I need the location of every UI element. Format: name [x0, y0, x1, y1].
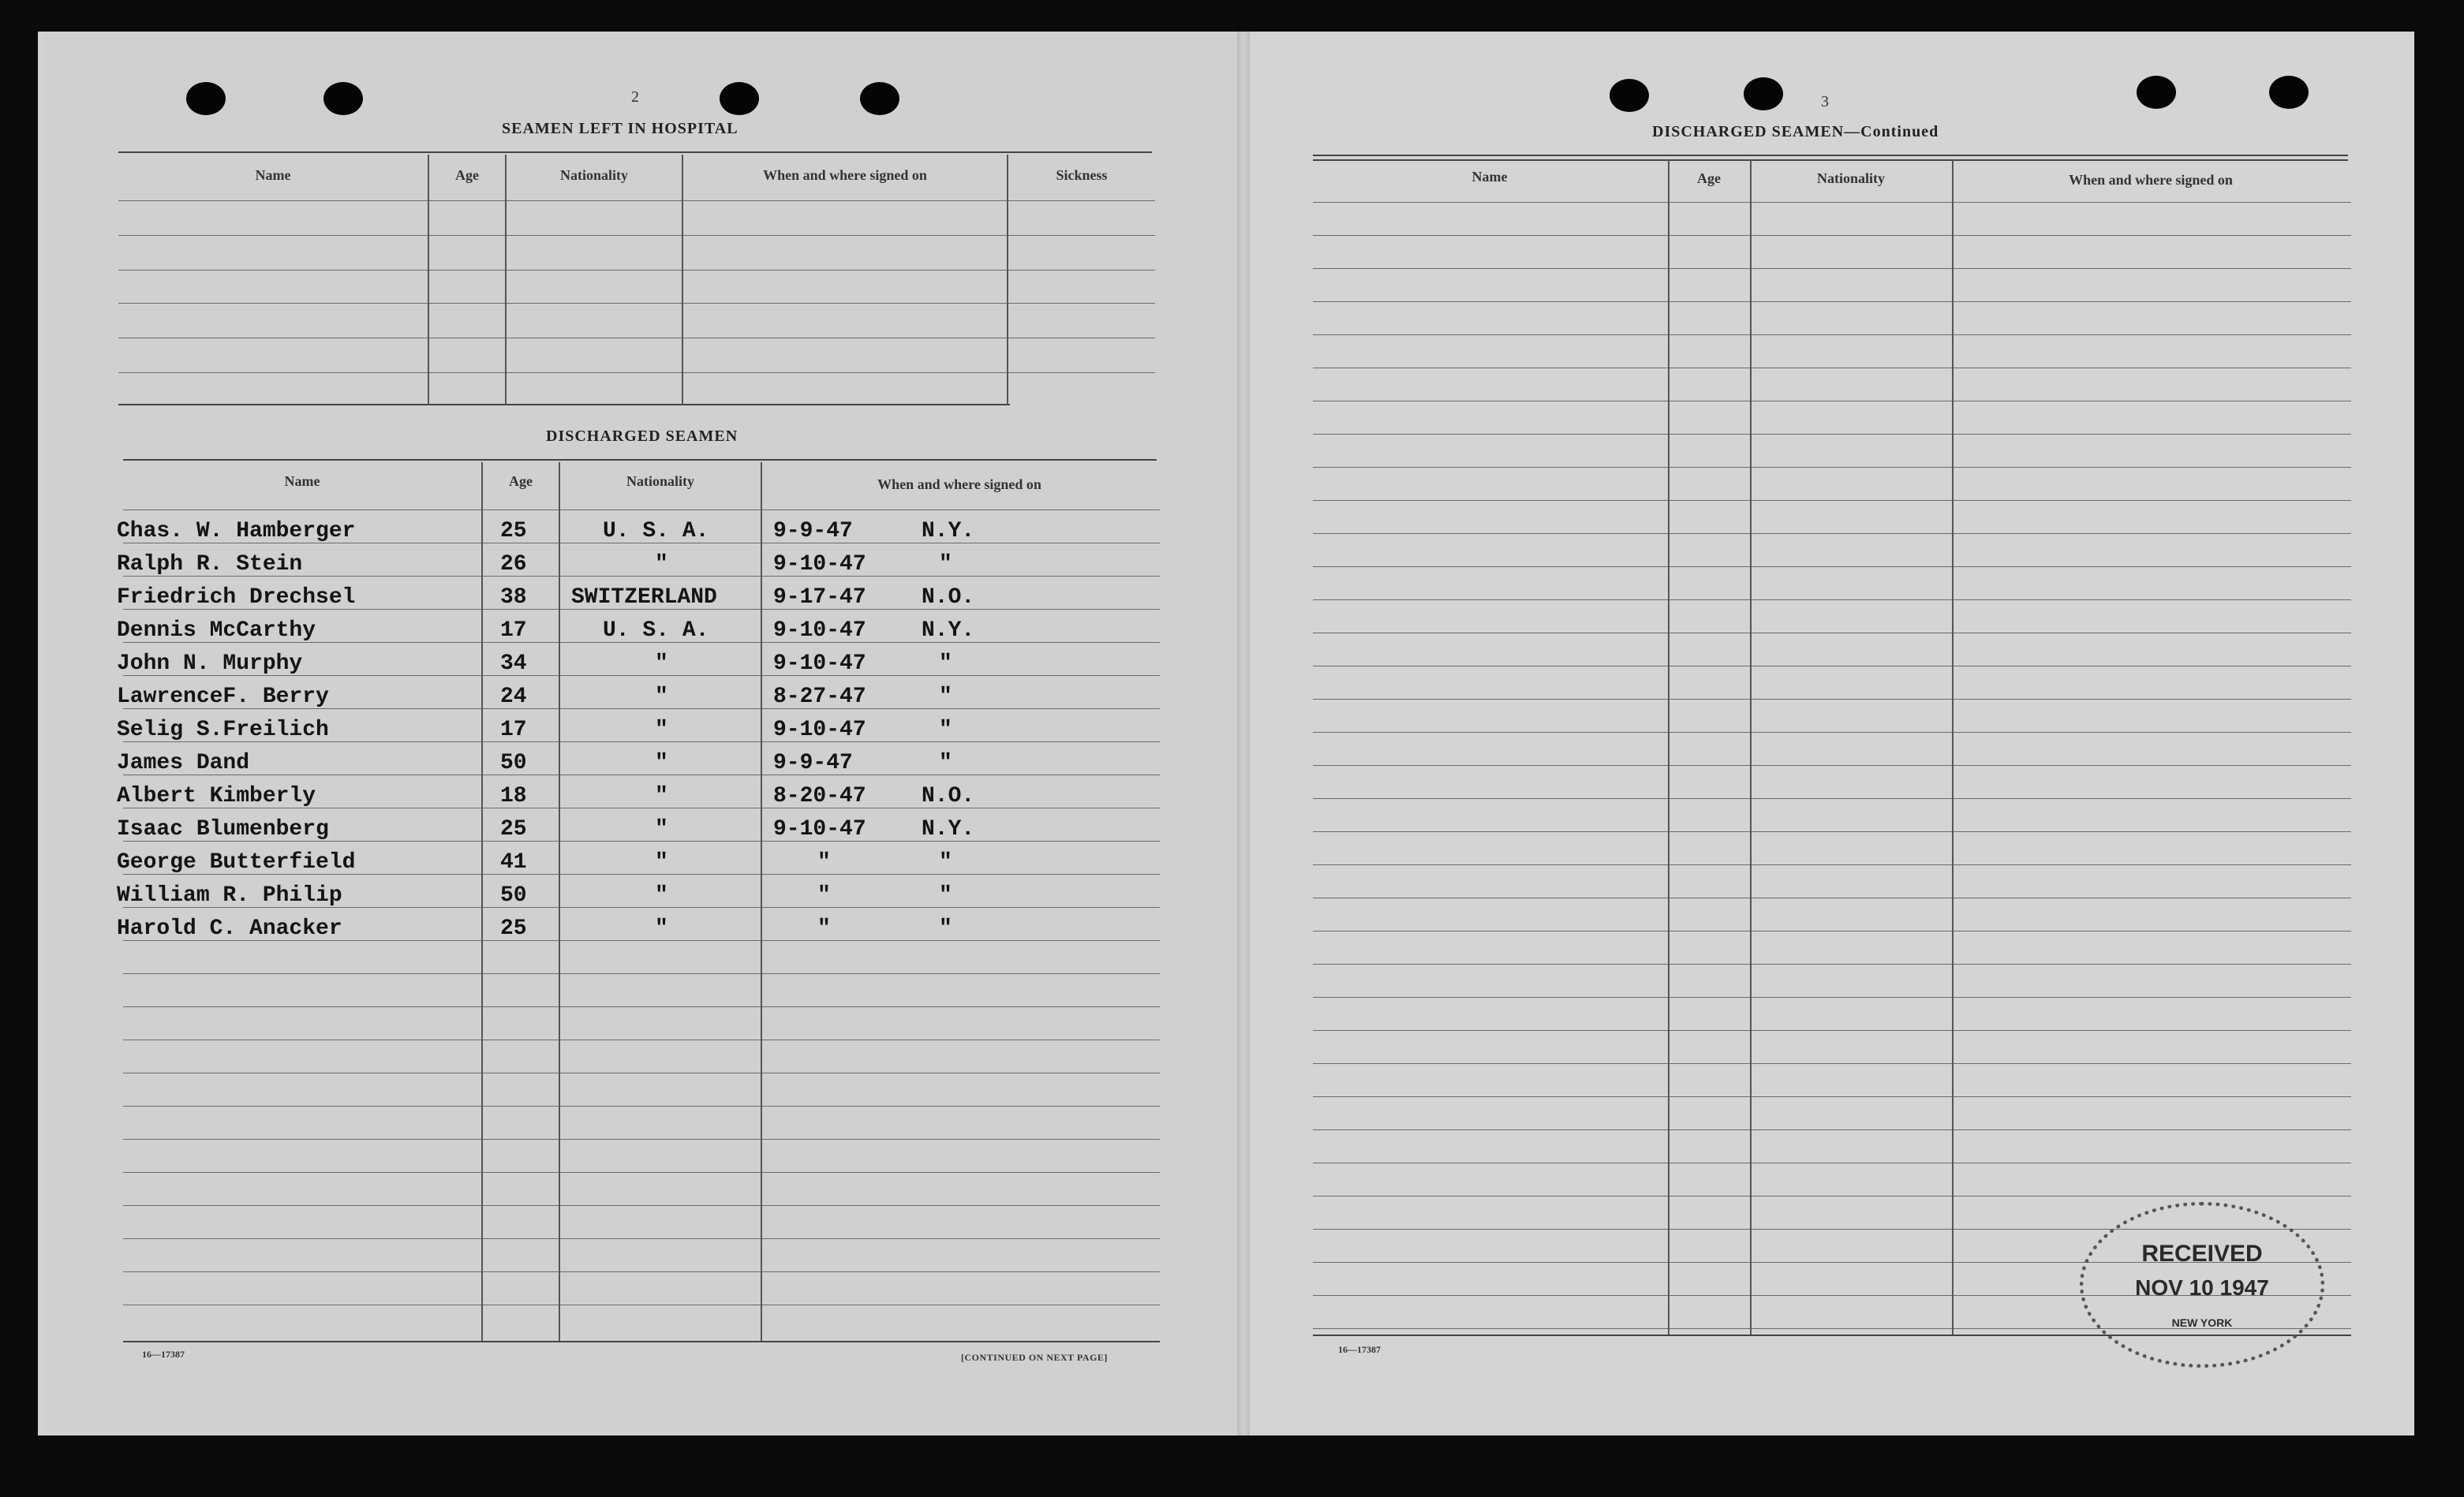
table-rule	[118, 404, 1010, 405]
punch-hole	[2137, 76, 2176, 109]
signed-on-date: "	[817, 850, 831, 875]
table-row	[0, 749, 1183, 782]
seaman-age: 26	[500, 552, 527, 577]
signed-on-date: 8-27-47	[773, 685, 866, 709]
row-rule	[1313, 1096, 2351, 1097]
seaman-name: George Butterfield	[117, 850, 356, 875]
signed-on-port: "	[939, 916, 952, 941]
discharged-col-signed-on: When and where signed on	[877, 476, 1041, 492]
signed-on-port: N.O.	[922, 585, 975, 610]
signed-on-port: "	[939, 552, 952, 577]
punch-hole	[2269, 76, 2309, 109]
signed-on-port: N.Y.	[922, 618, 975, 643]
signed-on-date: 9-10-47	[773, 618, 866, 643]
right-col-nationality: Nationality	[1816, 170, 1885, 186]
punch-hole	[186, 82, 226, 115]
table-rule	[1313, 159, 2348, 161]
seaman-nationality: U. S. A.	[603, 519, 709, 543]
table-row	[0, 683, 1183, 716]
seaman-nationality: "	[655, 718, 668, 742]
row-rule	[123, 973, 1160, 974]
row-rule	[123, 1172, 1160, 1173]
signed-on-date: 9-10-47	[773, 651, 866, 676]
seaman-name: Chas. W. Hamberger	[117, 519, 356, 543]
table-row	[0, 517, 1183, 551]
column-divider	[505, 155, 507, 405]
seaman-nationality: "	[655, 916, 668, 941]
seaman-nationality: SWITZERLAND	[571, 585, 717, 610]
row-rule	[1313, 434, 2351, 435]
right-col-signed-on: When and where signed on	[2069, 172, 2233, 188]
title-main: DISCHARGED SEAMEN	[1652, 123, 1845, 140]
signed-on-date: 9-17-47	[773, 585, 866, 610]
seaman-name: Selig S.Freilich	[117, 718, 329, 742]
seaman-name: Friedrich Drechsel	[117, 585, 356, 610]
signed-on-port: N.Y.	[922, 519, 975, 543]
form-code: 16—17387	[142, 1349, 185, 1360]
row-rule	[1313, 533, 2351, 534]
punch-hole	[1744, 77, 1783, 110]
row-rule	[1313, 1030, 2351, 1031]
row-rule	[1313, 798, 2351, 799]
right-col-name: Name	[1471, 169, 1508, 185]
signed-on-date: "	[817, 883, 831, 908]
seaman-age: 50	[500, 883, 527, 908]
row-rule	[1313, 732, 2351, 733]
table-row	[0, 716, 1183, 749]
table-row	[0, 617, 1183, 650]
seaman-age: 38	[500, 585, 527, 610]
received-stamp	[2080, 1202, 2324, 1368]
table-rule	[123, 459, 1157, 461]
seaman-age: 17	[500, 618, 527, 643]
table-row	[0, 584, 1183, 617]
table-row	[0, 816, 1183, 849]
row-rule	[1313, 467, 2351, 468]
row-rule	[1313, 268, 2351, 269]
discharged-col-age: Age	[509, 473, 533, 489]
seaman-nationality: "	[655, 651, 668, 676]
signed-on-date: 9-9-47	[773, 751, 853, 775]
discharged-section-title: DISCHARGED SEAMEN	[546, 427, 738, 445]
row-rule	[1313, 699, 2351, 700]
row-rule	[123, 1205, 1160, 1206]
row-rule	[123, 1139, 1160, 1140]
signed-on-port: "	[939, 883, 952, 908]
page-number: 3	[1821, 93, 1829, 110]
page-fold	[1237, 32, 1250, 1435]
seaman-age: 41	[500, 850, 527, 875]
row-rule	[123, 1106, 1160, 1107]
row-rule	[1313, 334, 2351, 335]
column-divider	[682, 155, 683, 405]
seaman-nationality: "	[655, 685, 668, 709]
table-rule	[1313, 155, 2348, 156]
hospital-col-sickness: Sickness	[1056, 167, 1108, 183]
punch-hole	[1610, 79, 1649, 112]
seaman-age: 17	[500, 718, 527, 742]
title-suffix: —Continued	[1844, 123, 1939, 140]
row-rule	[1313, 864, 2351, 865]
seaman-nationality: "	[655, 784, 668, 808]
row-rule	[1313, 566, 2351, 567]
row-rule	[1313, 599, 2351, 600]
table-rule	[118, 151, 1152, 153]
stamp-received: RECEIVED	[2141, 1241, 2263, 1267]
signed-on-port: "	[939, 751, 952, 775]
row-rule	[123, 1271, 1160, 1272]
row-rule	[1313, 964, 2351, 965]
signed-on-date: 9-9-47	[773, 519, 853, 543]
signed-on-port: "	[939, 685, 952, 709]
row-rule	[1313, 997, 2351, 998]
signed-on-port: "	[939, 651, 952, 676]
row-rule	[123, 1238, 1160, 1239]
signed-on-date: 9-10-47	[773, 817, 866, 842]
table-row	[0, 882, 1183, 915]
table-rule	[1313, 202, 2351, 203]
row-rule	[1313, 1063, 2351, 1064]
table-row	[0, 849, 1183, 882]
seaman-nationality: "	[655, 552, 668, 577]
table-rule	[118, 235, 1155, 236]
row-rule	[1313, 1129, 2351, 1130]
form-code: 16—17387	[1338, 1344, 1381, 1355]
seaman-age: 25	[500, 916, 527, 941]
table-row	[0, 551, 1183, 584]
signed-on-date: 9-10-47	[773, 718, 866, 742]
seaman-age: 50	[500, 751, 527, 775]
seaman-name: Dennis McCarthy	[117, 618, 316, 643]
hospital-section-title: SEAMEN LEFT IN HOSPITAL	[502, 120, 738, 137]
column-divider	[428, 155, 429, 405]
seaman-nationality: "	[655, 751, 668, 775]
row-rule	[1313, 765, 2351, 766]
seaman-age: 25	[500, 519, 527, 543]
seaman-name: LawrenceF. Berry	[117, 685, 329, 709]
signed-on-port: "	[939, 718, 952, 742]
punch-hole	[323, 82, 363, 115]
seaman-nationality: "	[655, 883, 668, 908]
page-number: 2	[631, 88, 639, 106]
table-row	[0, 650, 1183, 683]
right-col-age: Age	[1697, 170, 1721, 186]
seaman-nationality: "	[655, 850, 668, 875]
row-rule	[1313, 301, 2351, 302]
seaman-name: Harold C. Anacker	[117, 916, 342, 941]
seaman-age: 25	[500, 817, 527, 842]
seaman-name: William R. Philip	[117, 883, 342, 908]
hospital-col-age: Age	[455, 167, 479, 183]
column-divider	[1668, 159, 1669, 1335]
column-divider	[1007, 155, 1008, 405]
seaman-name: Isaac Blumenberg	[117, 817, 329, 842]
row-rule	[1313, 500, 2351, 501]
table-row	[0, 782, 1183, 816]
seaman-name: Albert Kimberly	[117, 784, 316, 808]
seaman-name: Ralph R. Stein	[117, 552, 303, 577]
signed-on-port: N.O.	[922, 784, 975, 808]
row-rule	[1313, 235, 2351, 236]
seaman-name: James Dand	[117, 751, 250, 775]
row-rule	[1313, 831, 2351, 832]
row-rule	[123, 1006, 1160, 1007]
stamp-city: NEW YORK	[2171, 1316, 2233, 1329]
discharged-col-name: Name	[284, 473, 320, 489]
table-rule	[118, 303, 1155, 304]
hospital-col-nationality: Nationality	[559, 167, 628, 183]
signed-on-date: "	[817, 916, 831, 941]
discharged-continued-title	[1652, 123, 1939, 141]
continued-footnote: [CONTINUED ON NEXT PAGE]	[961, 1352, 1108, 1363]
signed-on-port: "	[939, 850, 952, 875]
hospital-col-signed-on: When and where signed on	[763, 167, 927, 183]
seaman-age: 18	[500, 784, 527, 808]
table-rule	[118, 200, 1155, 201]
seaman-nationality: U. S. A.	[603, 618, 709, 643]
table-rule	[118, 270, 1155, 271]
signed-on-date: 9-10-47	[773, 552, 866, 577]
hospital-col-name: Name	[255, 167, 291, 183]
table-row	[0, 915, 1183, 948]
stamp-date: NOV 10 1947	[2135, 1275, 2269, 1300]
seaman-age: 24	[500, 685, 527, 709]
discharged-col-nationality: Nationality	[626, 473, 694, 489]
punch-hole	[860, 82, 899, 115]
signed-on-port: N.Y.	[922, 817, 975, 842]
punch-hole	[720, 82, 759, 115]
seaman-age: 34	[500, 651, 527, 676]
table-rule	[118, 372, 1155, 373]
seaman-name: John N. Murphy	[117, 651, 303, 676]
seaman-nationality: "	[655, 817, 668, 842]
table-rule	[123, 1341, 1160, 1342]
column-divider	[1952, 159, 1954, 1335]
column-divider	[1750, 159, 1752, 1335]
signed-on-date: 8-20-47	[773, 784, 866, 808]
